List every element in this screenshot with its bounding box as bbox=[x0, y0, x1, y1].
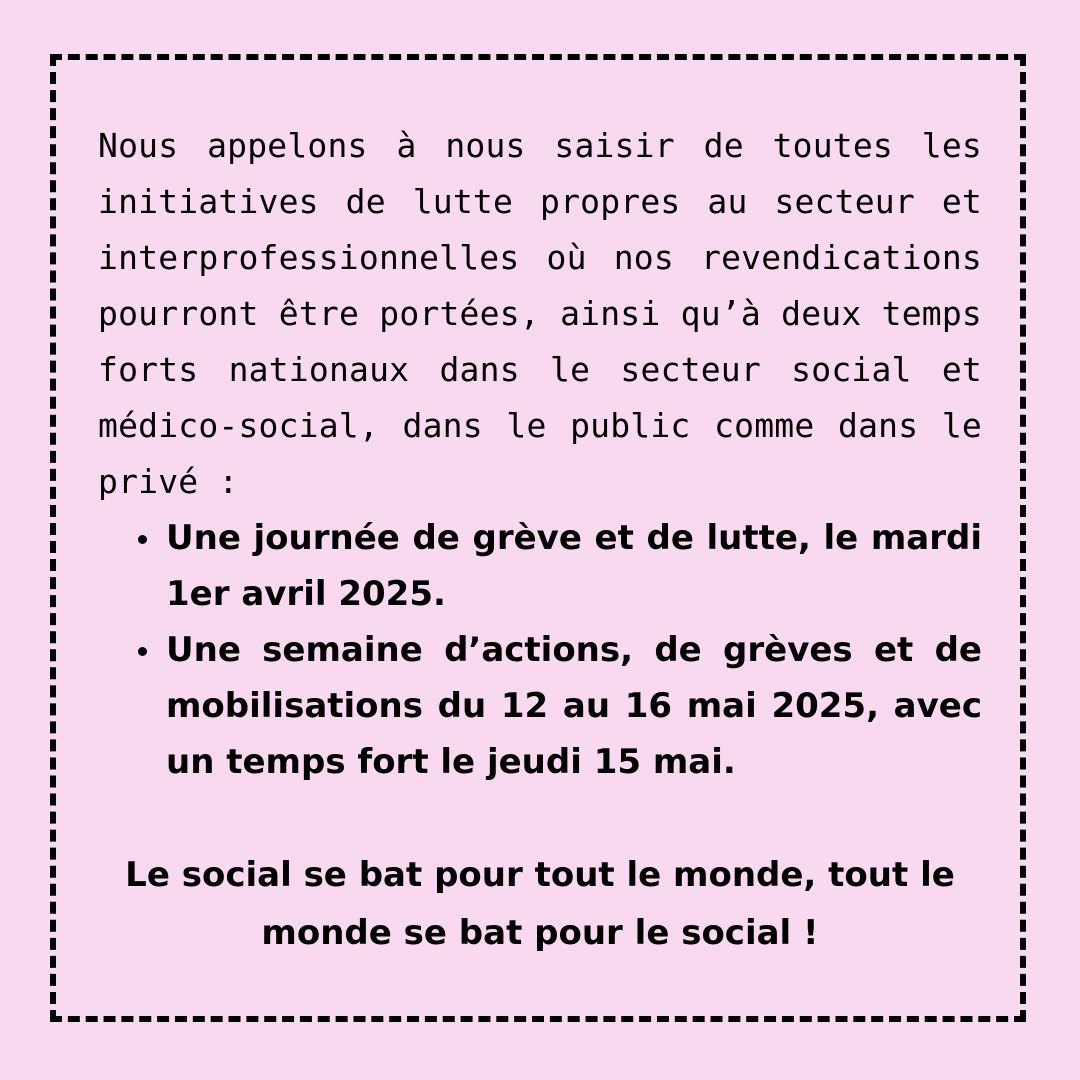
event-text: Une journée de grève et de lutte, le mardi 1er avril 2025. bbox=[166, 518, 982, 614]
list-item bbox=[166, 622, 982, 790]
main-content bbox=[98, 118, 982, 790]
slogan: Le social se bat pour tout le monde, tout le monde se bat pour le social ! bbox=[125, 855, 955, 953]
intro-paragraph: Nous appelons à nous saisir de toutes les initiatives de lutte propres au secteur et interprofessionnelles où nos revendications pourront être portées, ainsi qu’à deux temps forts nationaux dans le secteur social et médico-social, dans le public comme dans le privé : bbox=[98, 126, 982, 501]
event-text: Une semaine d’actions, de grèves et de mobilisations du 12 au 16 mai 2025, avec un temps fort le jeudi 15 mai. bbox=[166, 630, 982, 782]
bullet-icon bbox=[138, 647, 147, 656]
events-list bbox=[98, 510, 982, 790]
list-item bbox=[166, 510, 982, 622]
bullet-icon bbox=[138, 535, 147, 544]
